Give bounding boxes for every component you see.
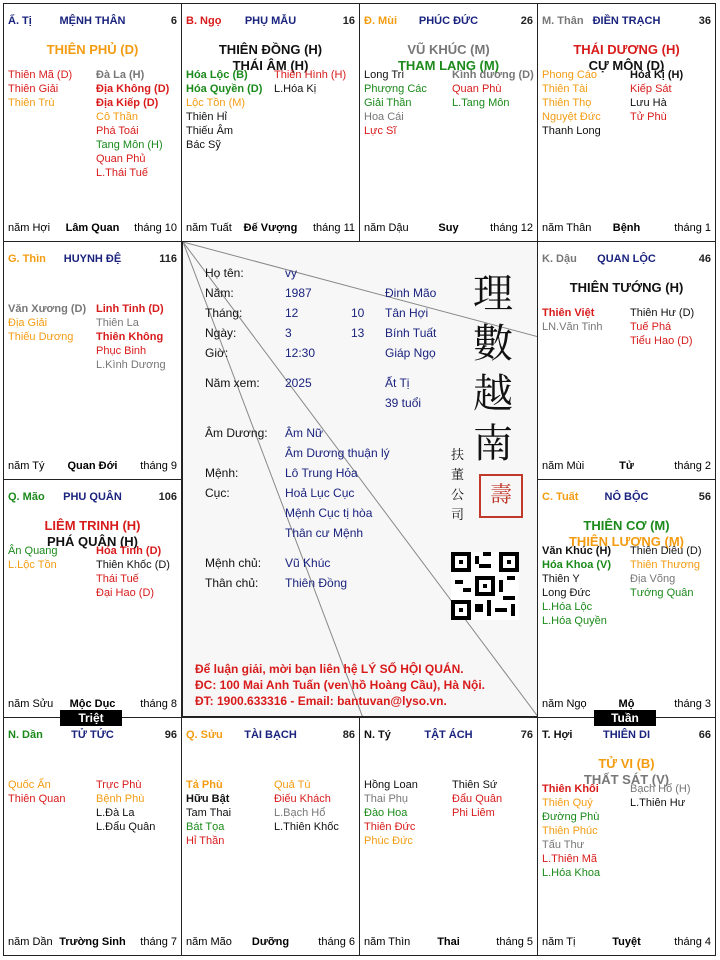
- minor-stars-left: [8, 778, 94, 806]
- day-lunar: 13: [351, 326, 365, 340]
- minor-star: Thiên Thọ: [542, 97, 592, 109]
- than-cu-note: Thân cư Mệnh: [285, 526, 364, 540]
- palace-canchi: T. Hợi: [542, 729, 573, 741]
- main-star: THAM LANG (M): [397, 58, 500, 73]
- minor-star: Lộc Tồn (M): [186, 97, 246, 109]
- minor-star: Tang Môn (H): [96, 139, 163, 151]
- minor-stars-right: [96, 778, 182, 834]
- minor-star: Tướng Quân: [630, 587, 694, 599]
- minor-star: Phong Cáo: [542, 69, 598, 81]
- footer-month: tháng 6: [318, 936, 355, 948]
- palace-number: 46: [698, 253, 711, 265]
- palace-name: QUAN LỘC: [597, 253, 656, 265]
- hour-label: Giờ:: [205, 346, 229, 360]
- minor-star: Tuế Phá: [630, 321, 672, 333]
- minor-stars-left: [542, 306, 628, 334]
- main-star: THIÊN TƯỚNG (H): [569, 280, 684, 295]
- main-stars: [538, 280, 715, 296]
- minor-star: Bệnh Phù: [96, 793, 145, 805]
- minor-star: Thiên La: [96, 317, 139, 329]
- palace-number: 36: [698, 15, 711, 27]
- minor-star: Quan Phủ: [96, 153, 146, 165]
- minor-star: Thiên Việt: [542, 307, 595, 319]
- minor-stars-left: [542, 544, 628, 628]
- palace-canchi: Q. Sửu: [186, 729, 223, 741]
- palace-hoi: [537, 717, 716, 956]
- cuc-value: Hoả Lục Cục: [285, 486, 355, 500]
- palace-footer: [364, 936, 533, 950]
- minor-stars-left: [8, 302, 94, 344]
- calligraphy-char-1: 理: [473, 271, 513, 317]
- minor-star: Phá Toái: [96, 125, 139, 137]
- minor-star: Thiên Quý: [542, 797, 593, 809]
- contact-line-1: Để luận giải, mời bạn liên hệ LÝ SỐ HỘI QUÁN.: [195, 662, 464, 676]
- minor-star: L.Bạch Hổ: [274, 807, 326, 819]
- minor-stars-left: [542, 782, 628, 880]
- minor-star: Tấu Thư: [542, 839, 585, 851]
- hour-value: 12:30: [285, 346, 316, 360]
- footer-year: năm Ngọ: [542, 698, 587, 710]
- palace-footer: [8, 460, 177, 474]
- minor-stars-right: [630, 68, 716, 124]
- minor-star: Giải Thần: [364, 97, 412, 109]
- am-duong-label: Âm Dương:: [205, 426, 268, 440]
- footer-month: tháng 10: [134, 222, 177, 234]
- palace-name: NÔ BỘC: [604, 491, 649, 503]
- palace-canchi: M. Thân: [542, 15, 584, 27]
- minor-star: Tiểu Hao (D): [630, 335, 693, 347]
- minor-star: L.Đà La: [96, 807, 135, 819]
- minor-star: Kình dương (D): [452, 69, 534, 81]
- footer-month: tháng 7: [140, 936, 177, 948]
- palace-canchi: Q. Mão: [8, 491, 45, 503]
- footer-state: Đế Vượng: [243, 222, 298, 234]
- footer-state: Trường Sinh: [59, 936, 126, 948]
- minor-star: L.Hóa Quyền: [542, 615, 607, 627]
- footer-month: tháng 4: [674, 936, 711, 948]
- minor-star: Hỉ Thần: [186, 835, 225, 847]
- view-year-value: 2025: [285, 376, 312, 390]
- main-star: PHÁ QUÂN (H): [47, 534, 138, 549]
- hour-canchi: Giáp Ngọ: [385, 346, 436, 360]
- minor-stars-left: [542, 68, 628, 138]
- minor-star: Đà La (H): [96, 69, 145, 81]
- minor-star: Quả Tú: [274, 779, 311, 791]
- main-star: THÁI DƯƠNG (H): [573, 42, 680, 57]
- cuc-label: Cục:: [205, 486, 230, 500]
- view-year-canchi: Ất Tị: [385, 376, 410, 390]
- horoscope-chart: [3, 3, 716, 956]
- footer-year: năm Mão: [186, 936, 232, 948]
- palace-ty: [3, 3, 182, 242]
- main-star: THIÊN PHỦ (D): [46, 42, 139, 57]
- palace-number: 106: [158, 491, 177, 503]
- age-value: 39 tuổi: [385, 396, 422, 410]
- footer-state: Dưỡng: [251, 936, 290, 948]
- palace-dan: [3, 717, 182, 956]
- qr-code[interactable]: [451, 552, 519, 620]
- palace-name: ĐIỀN TRẠCH: [592, 15, 661, 27]
- palace-thin: [3, 241, 182, 480]
- minor-star: L.Lộc Tồn: [8, 559, 57, 571]
- minor-star: Thiên Diêu (D): [630, 545, 702, 557]
- name-value: vy: [285, 266, 297, 280]
- minor-star: Thiên Hỉ: [186, 111, 227, 123]
- palace-number: 86: [342, 729, 355, 741]
- palace-footer: [542, 936, 711, 950]
- menh-value: Lô Trung Hỏa: [285, 466, 358, 480]
- footer-state: Suy: [438, 222, 459, 234]
- triet-badge: Triệt: [60, 710, 122, 726]
- footer-year: năm Mùi: [542, 460, 585, 472]
- minor-star: LN.Văn Tinh: [542, 321, 603, 333]
- main-star: TỬ VI (B): [598, 756, 655, 771]
- minor-star: Thiên Phúc: [542, 825, 598, 837]
- red-seal-stamp: 壽: [479, 474, 523, 518]
- footer-year: năm Tị: [542, 936, 576, 948]
- footer-state: Tuyệt: [612, 936, 641, 948]
- tuan-badge: Tuần: [594, 710, 656, 726]
- palace-ty2: [359, 717, 538, 956]
- palace-number: 16: [342, 15, 355, 27]
- minor-star: Nguyệt Đức: [542, 111, 601, 123]
- minor-star: Phục Binh: [96, 345, 147, 357]
- footer-state: Bệnh: [612, 222, 641, 234]
- minor-star: Tả Phù: [186, 779, 223, 791]
- minor-stars-left: [364, 68, 450, 138]
- main-star: VŨ KHÚC (M): [407, 42, 490, 57]
- footer-state: Quan Đới: [67, 460, 118, 472]
- palace-footer: [8, 936, 177, 950]
- footer-state: Lâm Quan: [65, 222, 120, 234]
- minor-stars-right: [630, 544, 716, 600]
- minor-star: Phúc Đức: [364, 835, 413, 847]
- vertical-char-3: 公: [451, 488, 465, 503]
- than-chu-value: Thiên Đồng: [285, 576, 348, 590]
- minor-star: Thiên Mã (D): [8, 69, 73, 81]
- minor-star: Thiên Khốc (D): [96, 559, 170, 571]
- minor-star: L.Thiên Hư: [630, 797, 686, 809]
- minor-star: Bát Tọa: [186, 821, 225, 833]
- palace-number: 66: [698, 729, 711, 741]
- name-label: Họ tên:: [205, 266, 244, 280]
- palace-ngo: [181, 3, 360, 242]
- palace-footer: [8, 222, 177, 236]
- minor-star: L.Hóa Lộc: [542, 601, 593, 613]
- year-label: Năm:: [205, 286, 234, 300]
- footer-year: năm Thìn: [364, 936, 411, 948]
- footer-month: tháng 1: [674, 222, 711, 234]
- vertical-char-2: 董: [451, 468, 465, 483]
- main-star: THIÊN LƯƠNG (M): [568, 534, 685, 549]
- palace-name: TÀI BẠCH: [244, 729, 297, 741]
- minor-star: Bác Sỹ: [186, 139, 221, 151]
- minor-star: Thiên Sứ: [452, 779, 498, 791]
- minor-star: Thiên Hình (H): [274, 69, 347, 81]
- minor-stars-left: [186, 778, 272, 848]
- minor-star: L.Đẩu Quân: [96, 821, 156, 833]
- minor-star: Hoa Cái: [364, 111, 404, 123]
- palace-mao: [3, 479, 182, 718]
- minor-star: Địa Võng: [630, 573, 676, 585]
- palace-number: 56: [698, 491, 711, 503]
- palace-canchi: Đ. Mùi: [364, 15, 397, 27]
- footer-state: Mộ: [618, 698, 635, 710]
- minor-star: Thiên Đức: [364, 821, 416, 833]
- minor-star: Hóa Lộc (B): [186, 69, 248, 81]
- minor-star: Hóa Kị (H): [630, 69, 684, 81]
- footer-month: tháng 3: [674, 698, 711, 710]
- palace-number: 6: [170, 15, 177, 27]
- minor-star: Đường Phù: [542, 811, 600, 823]
- minor-star: Đào Hoa: [364, 807, 408, 819]
- footer-state: Thai: [437, 936, 460, 948]
- menh-chu-label: Mệnh chủ:: [205, 556, 262, 570]
- minor-star: Đại Hao (D): [96, 587, 155, 599]
- minor-star: L.Tang Môn: [452, 97, 510, 109]
- minor-star: Hóa Quyền (D): [186, 83, 263, 95]
- palace-number: 116: [159, 253, 177, 265]
- footer-month: tháng 5: [496, 936, 533, 948]
- day-canchi: Bính Tuất: [385, 326, 437, 340]
- palace-footer: [186, 936, 355, 950]
- minor-star: Kiếp Sát: [630, 83, 672, 95]
- palace-name: PHỤ MẪU: [244, 15, 297, 27]
- minor-star: Thiên Không: [96, 331, 164, 343]
- minor-star: Ân Quang: [8, 545, 58, 557]
- palace-footer: [186, 222, 355, 236]
- minor-star: L.Thái Tuế: [96, 167, 148, 179]
- vertical-char-1: 扶: [451, 448, 465, 463]
- palace-number: 26: [520, 15, 533, 27]
- month-canchi: Tân Hợi: [385, 306, 429, 320]
- minor-star: Bạch Hổ (H): [630, 783, 691, 795]
- palace-name: TẬT ÁCH: [424, 729, 473, 741]
- footer-year: năm Hợi: [8, 222, 51, 234]
- footer-month: tháng 8: [140, 698, 177, 710]
- minor-star: Văn Xương (D): [8, 303, 87, 315]
- palace-number: 76: [520, 729, 533, 741]
- view-year-label: Năm xem:: [205, 376, 260, 390]
- minor-stars-left: [8, 544, 94, 572]
- minor-star: Thiên Tài: [542, 83, 588, 95]
- minor-star: Lực Sĩ: [364, 125, 397, 137]
- minor-star: Thiên Trù: [8, 97, 55, 109]
- minor-stars-right: [630, 306, 716, 348]
- vertical-char-4: 司: [451, 508, 465, 523]
- footer-year: năm Dần: [8, 936, 53, 948]
- palace-number: 96: [164, 729, 177, 741]
- palace-canchi: C. Tuất: [542, 491, 579, 503]
- minor-star: L.Hóa Kị: [274, 83, 317, 95]
- center-info-panel: [182, 241, 538, 717]
- minor-stars-left: [364, 778, 450, 848]
- palace-footer: [364, 222, 533, 236]
- palace-tuat: [537, 479, 716, 718]
- palace-name: THIÊN DI: [602, 729, 651, 741]
- month-label: Tháng:: [205, 306, 243, 320]
- palace-canchi: G. Thìn: [8, 253, 46, 265]
- minor-stars-right: [452, 68, 538, 110]
- main-star: LIÊM TRINH (H): [44, 518, 141, 533]
- contact-address: ĐC: 100 Mai Anh Tuấn (ven hồ Hoàng Cầu), Hà Nội.: [195, 678, 486, 692]
- minor-star: L.Kình Dương: [96, 359, 166, 371]
- minor-star: Văn Khúc (H): [542, 545, 612, 557]
- minor-star: Đẩu Quân: [452, 793, 503, 805]
- palace-canchi: N. Dần: [8, 729, 43, 741]
- main-star: THIÊN ĐỒNG (H): [218, 42, 323, 57]
- palace-name: PHÚC ĐỨC: [418, 15, 479, 27]
- minor-stars-right: [274, 68, 360, 96]
- palace-canchi: Ấ. Tị: [8, 15, 32, 27]
- am-duong-note: Âm Dương thuận lý: [285, 446, 390, 460]
- minor-star: L.Thiên Khốc: [274, 821, 339, 833]
- palace-mui: [359, 3, 538, 242]
- minor-star: Trực Phù: [96, 779, 142, 791]
- palace-name: MỆNH THÂN: [59, 15, 126, 27]
- main-stars: [4, 42, 181, 58]
- footer-year: năm Thân: [542, 222, 592, 234]
- footer-year: năm Tuất: [186, 222, 232, 234]
- minor-star: L.Thiên Mã: [542, 853, 598, 865]
- minor-star: Cô Thần: [96, 111, 138, 123]
- palace-canchi: B. Ngọ: [186, 15, 222, 27]
- minor-star: Hỏa Tinh (D): [96, 545, 162, 557]
- than-chu-label: Thân chủ:: [205, 576, 259, 590]
- minor-star: Thiên Thương: [630, 559, 701, 571]
- minor-stars-right: [452, 778, 538, 820]
- main-star: THÁI ÂM (H): [232, 58, 309, 73]
- minor-star: Thiên Hư (D): [630, 307, 695, 319]
- minor-star: Phi Liêm: [452, 807, 495, 819]
- minor-star: Thanh Long: [542, 125, 601, 137]
- minor-stars-right: [96, 544, 182, 600]
- palace-dau: [537, 241, 716, 480]
- minor-star: L.Hóa Khoa: [542, 867, 601, 879]
- footer-month: tháng 2: [674, 460, 711, 472]
- minor-star: Lưu Hà: [630, 97, 667, 109]
- palace-footer: [542, 222, 711, 236]
- palace-suu: [181, 717, 360, 956]
- day-value: 3: [285, 326, 292, 340]
- minor-star: Thái Tuế: [96, 573, 139, 585]
- minor-star: Thiên Quan: [8, 793, 66, 805]
- footer-month: tháng 11: [312, 222, 355, 234]
- minor-star: Tử Phù: [630, 111, 667, 123]
- menh-label: Mệnh:: [205, 466, 239, 480]
- minor-stars-right: [274, 778, 360, 834]
- minor-star: Thiên Y: [542, 573, 580, 585]
- minor-star: Thai Phụ: [364, 793, 409, 805]
- palace-name: TỬ TỨC: [71, 729, 114, 741]
- cuc-note: Mệnh Cục tị hòa: [285, 506, 373, 520]
- palace-canchi: K. Dậu: [542, 253, 577, 265]
- minor-star: Thiên Giải: [8, 83, 59, 95]
- minor-star: Linh Tinh (D): [96, 303, 164, 315]
- footer-state: Tử: [619, 460, 634, 472]
- footer-state: Mộc Dục: [69, 698, 116, 710]
- main-star: THIÊN CƠ (M): [583, 518, 670, 533]
- minor-star: Hồng Loan: [364, 779, 418, 791]
- day-label: Ngày:: [205, 326, 237, 340]
- minor-stars-right: [96, 302, 182, 372]
- footer-year: năm Dậu: [364, 222, 409, 234]
- minor-star: Thiếu Âm: [186, 125, 234, 137]
- main-star: CỰ MÔN (D): [588, 58, 665, 73]
- minor-star: Địa Kiếp (D): [96, 97, 159, 109]
- minor-star: Long Đức: [542, 587, 591, 599]
- month-value: 12: [285, 306, 299, 320]
- minor-stars-left: [8, 68, 94, 110]
- minor-star: Long Trì: [364, 69, 405, 81]
- minor-star: Hóa Khoa (V): [542, 559, 612, 571]
- footer-year: năm Sửu: [8, 698, 54, 710]
- palace-name: HUYNH ĐỆ: [63, 253, 122, 265]
- main-star: THẤT SÁT (V): [583, 772, 670, 787]
- footer-month: tháng 12: [490, 222, 533, 234]
- minor-stars-right: [96, 68, 182, 180]
- minor-star: Quan Phù: [452, 83, 502, 95]
- minor-star: Tam Thai: [186, 807, 232, 819]
- menh-chu-value: Vũ Khúc: [285, 556, 331, 570]
- year-canchi: Đinh Mão: [385, 286, 437, 300]
- minor-star: Quốc Ấn: [8, 779, 51, 791]
- minor-star: Điếu Khách: [274, 793, 331, 805]
- calligraphy-char-2: 數: [473, 321, 513, 367]
- year-value: 1987: [285, 286, 312, 300]
- minor-star: Địa Không (D): [96, 83, 170, 95]
- minor-stars-left: [186, 68, 272, 152]
- minor-stars-right: [630, 782, 716, 810]
- footer-year: năm Tý: [8, 460, 45, 472]
- minor-star: Thiên Khôi: [542, 783, 599, 795]
- palace-than: [537, 3, 716, 242]
- footer-month: tháng 9: [140, 460, 177, 472]
- minor-star: Hữu Bật: [186, 793, 230, 805]
- month-lunar: 10: [351, 306, 365, 320]
- palace-name: PHU QUÂN: [63, 491, 122, 503]
- calligraphy-char-4: 南: [473, 421, 513, 467]
- minor-star: Địa Giải: [8, 317, 48, 329]
- palace-canchi: N. Tý: [364, 729, 391, 741]
- minor-star: Thiếu Dương: [8, 331, 74, 343]
- contact-phone-email: ĐT: 1900.633316 - Email: bantuvan@lyso.vn.: [195, 694, 447, 708]
- minor-star: Phượng Các: [364, 83, 427, 95]
- am-duong-value: Âm Nữ: [285, 426, 324, 440]
- palace-footer: [542, 460, 711, 474]
- calligraphy-char-3: 越: [473, 371, 513, 417]
